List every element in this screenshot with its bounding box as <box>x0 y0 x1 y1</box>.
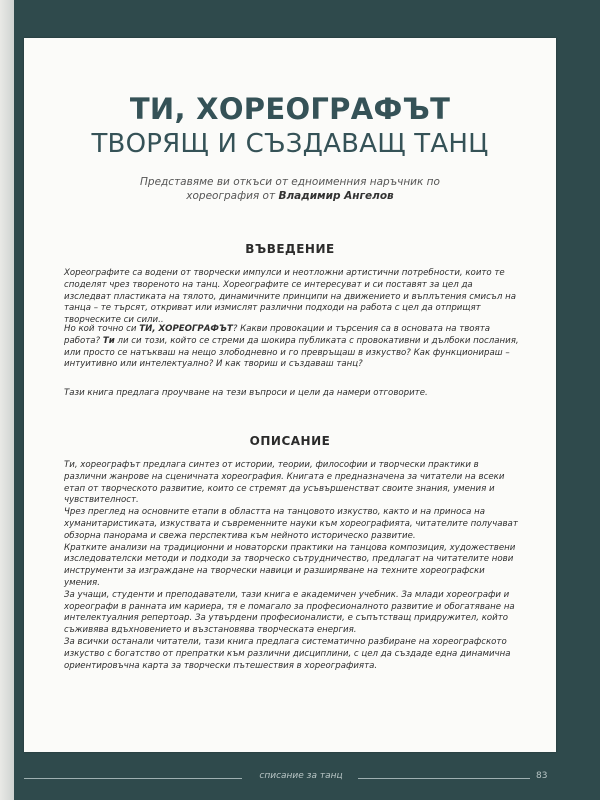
intro-p1-text: Хореографите са водени от творчески импулси и неотложни артистични потребности, които те споделят чрез твореното на танц. Хореографите се интересуват и си поставят за цел да изследват пластиката на тялото, динамичните принципи на движението и въплътения смисъл на танца – те търсят, откриват или измислят различни подходи на работа с цел да отприщят творческите си сили.. <box>64 268 516 326</box>
intro-line-2-prefix: хореография от <box>186 190 279 202</box>
article-intro <box>84 175 496 203</box>
intro-p2-post: ли си този, който се стреми да шокира публиката с провокативни и дълбоки послания, или просто се натъкваш на нещо злободневно и го превръщаш в изкуство? Как функционираш – интуитивно или интелектуално? И как твориш и създаваш танц? <box>64 335 519 370</box>
introduction-paragraph-3 <box>64 388 520 400</box>
page-edge <box>0 0 14 800</box>
desc-p4: За учащи, студенти и преподаватели, тази книга е академичен учебник. За млади хореографи и хореографи в ранната им кариера, тя е помагало за професионалното развитие и обогатяване на интелектуалния репертоар. За утвърдени професионалисти, е съпътстващ придружител, който съживява вдъхновението и възстановява творческата енергия. <box>64 589 515 636</box>
desc-p1 <box>64 460 520 507</box>
intro-line-1: Представяме ви откъси от едноименния наръчник по <box>140 176 440 188</box>
intro-p2-text <box>64 324 520 371</box>
intro-p2-emphasis-1: ТИ, ХОРЕОГРАФЪТ <box>139 324 233 334</box>
desc-p5: За всички останали читатели, тази книга предлага систематично разбиране на хореографското изкуство с богатство от препратки към различни дисциплини, с цел да създаде една динамична ориентировъчна карта за творчески пътешествия в хореографията. <box>64 636 511 671</box>
footer-rule-right <box>358 778 530 779</box>
intro-p3-text: Тази книга предлага проучване на тези въпроси и цели да намери отговорите. <box>64 388 428 398</box>
heading-description: ОПИСАНИЕ <box>249 434 331 448</box>
page-number: 83 <box>536 771 548 781</box>
author-name: Владимир Ангелов <box>278 190 394 202</box>
introduction-paragraph-2 <box>64 324 520 371</box>
footer-magazine-name: списание за танц <box>259 771 343 781</box>
intro-p2-emphasis-2: Ти <box>102 335 115 346</box>
desc-p1-text: предлага синтез от истории, теории, философии и творчески практики в различни жанрове на сценичната хореография. Книгата е предназначена за читатели на всеки етап от творческото развитие, които се стремят да усъвършенстват своите знания, умения и чувствителност. <box>64 460 505 506</box>
intro-line-2 <box>84 189 496 203</box>
desc-p3: Кратките анализи на традиционни и новаторски практики на танцова композиция, художествени изследователски методи и подходи за творческо сътрудничество, предлагат на читателите нови инструменти за изграждане на творчески навици и разширяване на техните хореографски умения. <box>64 542 516 588</box>
footer-rule-left <box>24 778 242 779</box>
description-body <box>64 460 520 672</box>
magazine-page <box>24 38 556 752</box>
book-title-emphasis: Ти, хореографът <box>64 460 141 470</box>
heading-introduction: ВЪВЕДЕНИЕ <box>245 242 335 256</box>
desc-p2: Чрез преглед на основните етапи в областта на танцовото изкуство, както и на приноса на хуманитаристиката, изкуствата и съвременните науки към хореографията, читателите получават обзорна панорама и свежа перспектива към нейното историческо развитие. <box>64 507 518 541</box>
intro-p2-mid: ? Какви провокации и търсения са в основата на твоята работа? <box>64 324 490 346</box>
article-title: ТИ, ХОРЕОГРАФЪТ <box>129 92 451 126</box>
article-subtitle: ТВОРЯЩ И СЪЗДАВАЩ ТАНЦ <box>91 129 489 159</box>
intro-p2-pre: Но кой точно си <box>64 324 140 334</box>
introduction-paragraph-1 <box>64 268 520 327</box>
